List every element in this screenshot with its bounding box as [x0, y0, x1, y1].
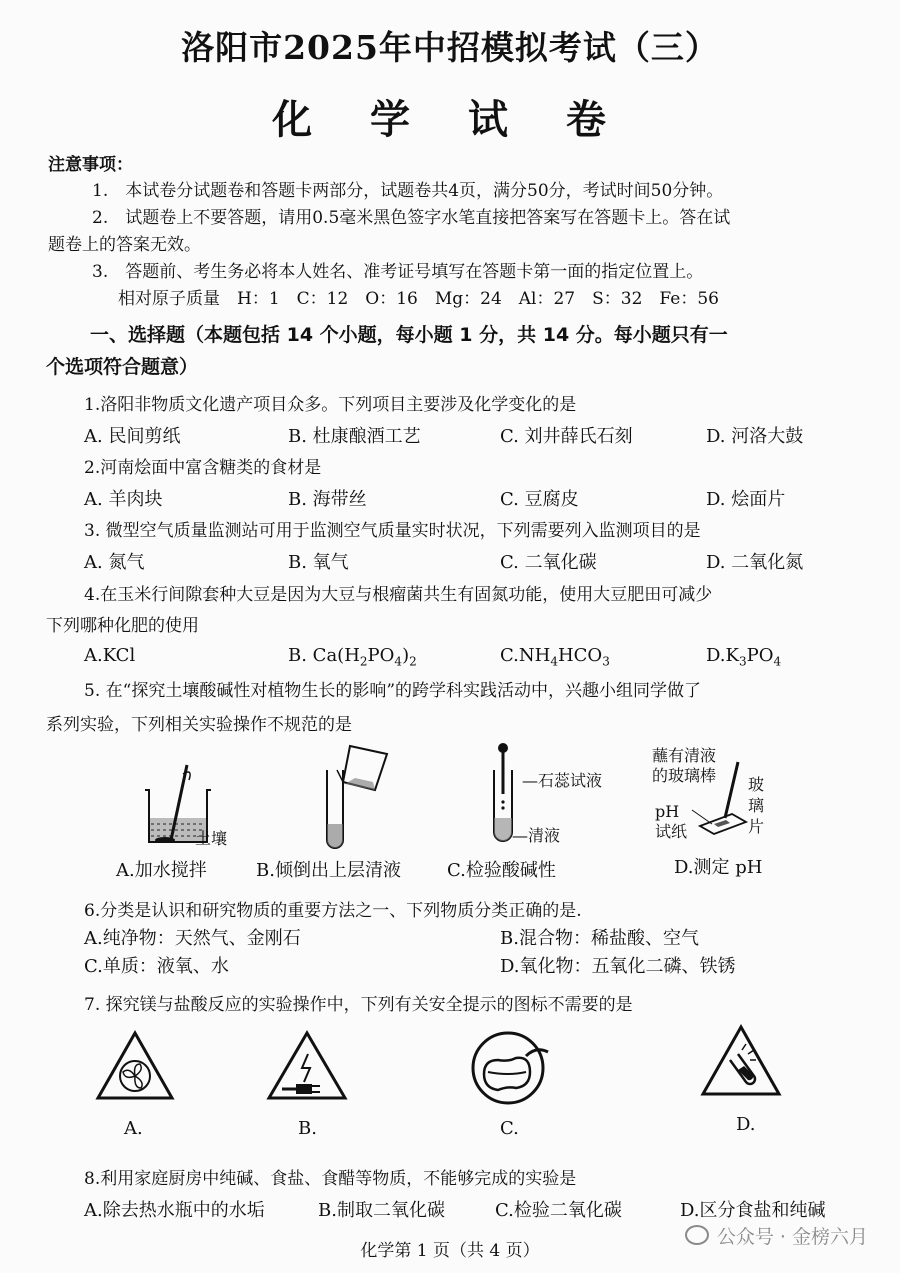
q1-option-d: D. 河洛大鼓 [706, 426, 804, 447]
page-footer: 化学第 1 页（共 4 页） [360, 1241, 540, 1261]
q4-option-a: A.KCl [84, 645, 136, 666]
q6-option-c: C.单质：液氧、水 [84, 956, 229, 977]
q5-option-c: C.检验酸碱性 [447, 860, 556, 881]
label-soil: 土壤 [195, 829, 228, 848]
q2-option-a: A. 羊肉块 [84, 489, 163, 510]
eye-protection-icon [700, 1024, 782, 1099]
q3-option-c: C. 二氧化碳 [500, 552, 597, 573]
label-ph-paper: pH 试纸 [655, 802, 688, 841]
q7-option-a: A. [124, 1118, 143, 1139]
q5-option-a: A.加水搅拌 [116, 860, 207, 881]
q6-option-a: A.纯净物：天然气、金刚石 [84, 928, 301, 949]
label-litmus: —石蕊试液 [522, 771, 603, 790]
figure-pouring-liquid [315, 740, 405, 855]
q1-option-a: A. 民间剪纸 [84, 426, 181, 447]
q4-option-c: $C.NH_4HCO_3$ [500, 645, 610, 669]
q8-option-d: D.区分食盐和纯碱 [680, 1200, 826, 1221]
notes-heading: 注意事项： [48, 155, 133, 175]
q1-stem: 1.洛阳非物质文化遗产项目众多。下列项目主要涉及化学变化的是 [84, 395, 577, 415]
q4-option-d: $D.K_3PO_4$ [706, 645, 782, 669]
atomic-masses: 相对原子质量 H：1 C：12 O：16 Mg：24 Al：27 S：32 Fe：56 [118, 289, 719, 309]
q6-stem: 6.分类是认识和研究物质的重要方法之一、下列物质分类正确的是. [84, 901, 582, 921]
q2-stem: 2.河南烩面中富含糖类的食材是 [84, 458, 322, 478]
note-1: 1. 本试卷分试题卷和答题卡两部分，试题卷共4页，满分50分，考试时间50分钟。 [92, 181, 724, 201]
q7-option-b: B. [298, 1118, 317, 1139]
q4-stem: 4.在玉米行间隙套种大豆是因为大豆与根瘤菌共生有固氮功能，使用大豆肥田可减少 [84, 585, 713, 605]
subject-title: 化 学 试 卷 [272, 96, 628, 143]
label-clear-liquid: —清液 [512, 826, 561, 845]
q3-option-d: D. 二氧化氮 [706, 552, 804, 573]
hot-surface-icon [470, 1028, 556, 1108]
q5-stem: 5. 在“探究土壤酸碱性对植物生长的影响”的跨学科实践活动中，兴趣小组同学做了 [84, 681, 702, 701]
note-3: 3. 答题前、考生务必将本人姓名、准考证号填写在答题卡第一面的指定位置上。 [92, 262, 704, 282]
note-2b: 题卷上的答案无效。 [48, 235, 201, 255]
q3-option-b: B. 氧气 [288, 552, 349, 573]
q2-option-c: C. 豆腐皮 [500, 489, 579, 510]
watermark: 公众号 · 金榜六月 [685, 1222, 868, 1249]
q3-stem: 3. 微型空气质量监测站可用于监测空气质量实时状况，下列需要列入监测项目的是 [84, 521, 701, 541]
q2-option-b: B. 海带丝 [288, 489, 367, 510]
q1-option-b: B. 杜康酿酒工艺 [288, 426, 421, 447]
q3-option-a: A. 氮气 [84, 552, 145, 573]
section-heading-cont: 个选项符合题意） [46, 356, 199, 378]
q4-option-b: B. $Ca(H_2PO_4)_2$ [288, 645, 417, 669]
q8-option-b: B.制取二氧化碳 [318, 1200, 445, 1221]
label-rod: 蘸有清液 的玻璃棒 [652, 746, 717, 785]
q5-option-d: D.测定 pH [674, 857, 763, 878]
q7-option-c: C. [500, 1118, 519, 1139]
note-2a: 2. 试题卷上不要答题，请用0.5毫米黑色签字水笔直接把答案写在答题卡上。答在试 [92, 208, 731, 228]
ventilation-icon [95, 1030, 175, 1102]
q8-stem: 8.利用家庭厨房中纯碱、食盐、食醋等物质，不能够完成的实验是 [84, 1169, 577, 1189]
q4-stem-cont: 下列哪种化肥的使用 [46, 616, 199, 636]
label-glass: 玻 璃 片 [748, 775, 765, 836]
q5-option-b: B.倾倒出上层清液 [256, 860, 401, 881]
q8-option-c: C.检验二氧化碳 [495, 1200, 622, 1221]
figure-ph-test [690, 760, 750, 840]
exam-title: 洛阳市2025年中招模拟考试（三） [181, 28, 719, 67]
q7-stem: 7. 探究镁与盐酸反应的实验操作中，下列有关安全提示的图标不需要的是 [84, 995, 633, 1015]
q6-option-b: B.混合物：稀盐酸、空气 [500, 928, 699, 949]
q1-option-c: C. 刘井薛氏石刻 [500, 426, 633, 447]
q8-option-a: A.除去热水瓶中的水垢 [84, 1200, 265, 1221]
electrical-icon [266, 1030, 348, 1102]
q5-stem-cont: 系列实验，下列相关实验操作不规范的是 [46, 715, 352, 735]
q2-option-d: D. 烩面片 [706, 489, 786, 510]
wechat-icon [685, 1225, 709, 1245]
q6-option-d: D.氧化物：五氧化二磷、铁锈 [500, 956, 736, 977]
q7-option-d: D. [736, 1114, 756, 1135]
section-heading: 一、选择题（本题包括 14 个小题，每小题 1 分，共 14 分。每小题只有一 [90, 324, 728, 346]
